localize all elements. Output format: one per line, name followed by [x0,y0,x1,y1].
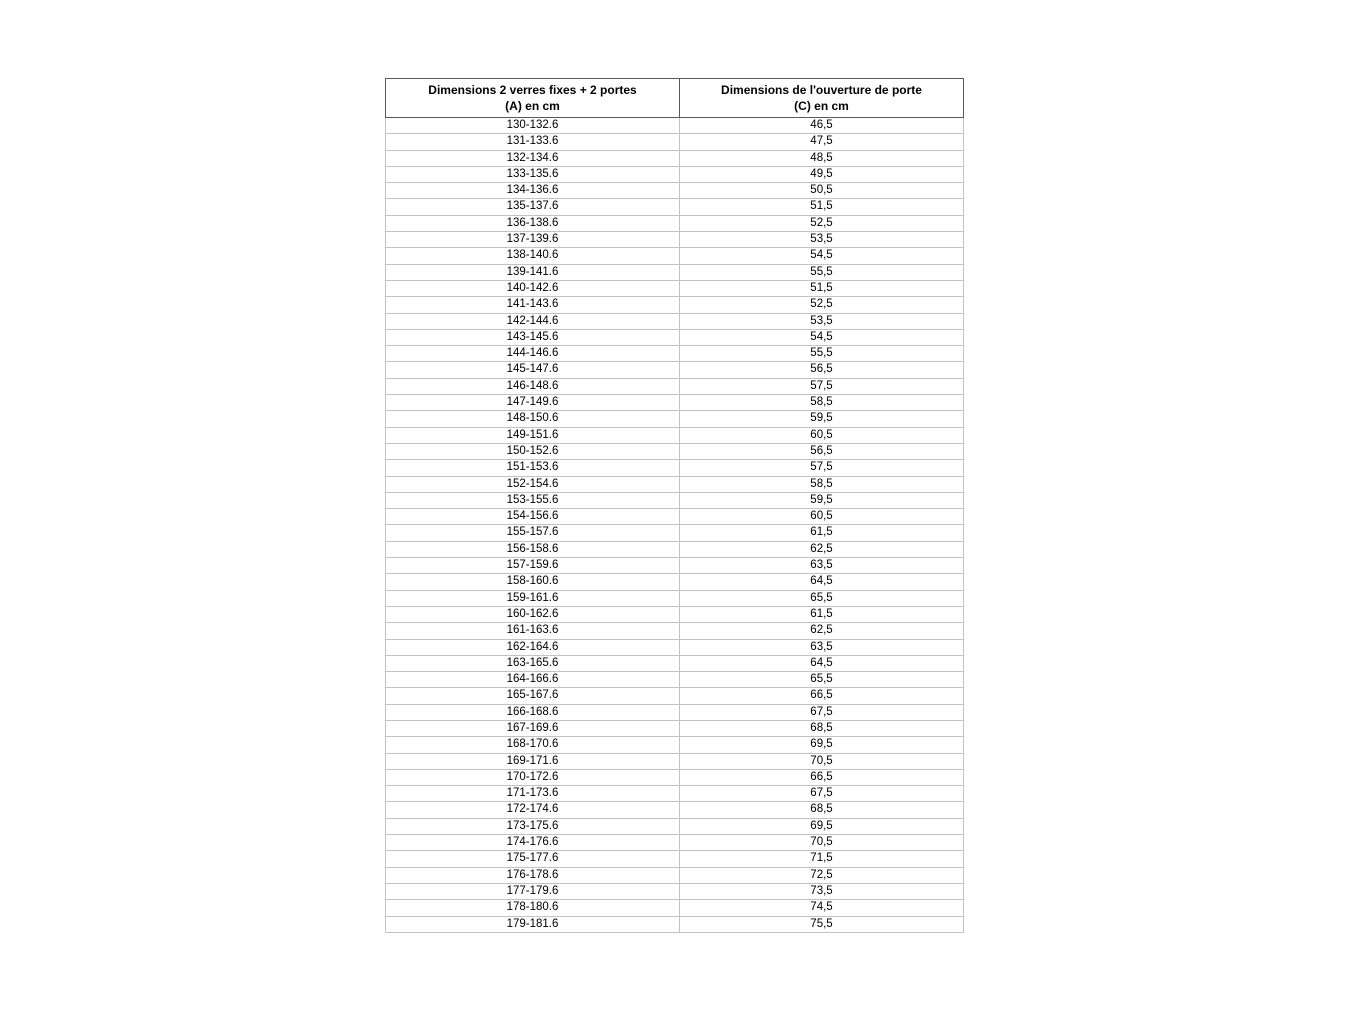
cell-dimension-c: 59,5 [680,492,964,508]
table-row [386,835,964,851]
dimensions-table [385,78,964,933]
cell-dimension-c: 56,5 [680,362,964,378]
table-row [386,590,964,606]
cell-dimension-c: 46,5 [680,118,964,134]
cell-dimension-c: 62,5 [680,541,964,557]
cell-dimension-a: 176-178.6 [386,867,680,883]
cell-dimension-a: 144-146.6 [386,346,680,362]
cell-dimension-a: 150-152.6 [386,443,680,459]
table-row [386,215,964,231]
cell-dimension-c: 61,5 [680,525,964,541]
table-row [386,248,964,264]
table-row [386,183,964,199]
table-row [386,623,964,639]
table-row [386,297,964,313]
table-row [386,900,964,916]
cell-dimension-a: 168-170.6 [386,737,680,753]
cell-dimension-a: 154-156.6 [386,509,680,525]
cell-dimension-a: 178-180.6 [386,900,680,916]
cell-dimension-a: 148-150.6 [386,411,680,427]
header-a-line2: (A) en cm [505,99,560,113]
cell-dimension-a: 146-148.6 [386,378,680,394]
cell-dimension-c: 52,5 [680,297,964,313]
cell-dimension-c: 51,5 [680,280,964,296]
table-row [386,916,964,932]
cell-dimension-a: 166-168.6 [386,704,680,720]
cell-dimension-a: 132-134.6 [386,150,680,166]
cell-dimension-a: 164-166.6 [386,672,680,688]
cell-dimension-c: 64,5 [680,655,964,671]
cell-dimension-c: 73,5 [680,883,964,899]
table-row [386,460,964,476]
cell-dimension-c: 63,5 [680,558,964,574]
cell-dimension-c: 58,5 [680,476,964,492]
table-body [386,118,964,933]
cell-dimension-a: 157-159.6 [386,558,680,574]
cell-dimension-a: 173-175.6 [386,818,680,834]
cell-dimension-a: 139-141.6 [386,264,680,280]
table-row [386,264,964,280]
cell-dimension-a: 133-135.6 [386,166,680,182]
table-row [386,346,964,362]
cell-dimension-c: 65,5 [680,590,964,606]
table-row [386,574,964,590]
table-row [386,883,964,899]
cell-dimension-c: 51,5 [680,199,964,215]
table-row [386,786,964,802]
cell-dimension-a: 156-158.6 [386,541,680,557]
header-c-line2: (C) en cm [794,99,849,113]
cell-dimension-c: 75,5 [680,916,964,932]
cell-dimension-c: 54,5 [680,248,964,264]
cell-dimension-c: 72,5 [680,867,964,883]
cell-dimension-a: 175-177.6 [386,851,680,867]
cell-dimension-c: 66,5 [680,688,964,704]
table-row [386,672,964,688]
cell-dimension-c: 59,5 [680,411,964,427]
cell-dimension-a: 160-162.6 [386,606,680,622]
cell-dimension-a: 145-147.6 [386,362,680,378]
table-row [386,737,964,753]
table-row [386,150,964,166]
table-row [386,395,964,411]
table-row [386,476,964,492]
cell-dimension-c: 64,5 [680,574,964,590]
table-row [386,818,964,834]
cell-dimension-c: 62,5 [680,623,964,639]
table-row [386,525,964,541]
table-row [386,427,964,443]
table-row [386,639,964,655]
cell-dimension-c: 66,5 [680,769,964,785]
cell-dimension-a: 155-157.6 [386,525,680,541]
header-cell-dimensions-c [680,79,964,118]
table-row [386,411,964,427]
cell-dimension-c: 60,5 [680,427,964,443]
cell-dimension-c: 47,5 [680,134,964,150]
cell-dimension-a: 162-164.6 [386,639,680,655]
cell-dimension-a: 174-176.6 [386,835,680,851]
cell-dimension-c: 60,5 [680,509,964,525]
cell-dimension-a: 151-153.6 [386,460,680,476]
cell-dimension-a: 159-161.6 [386,590,680,606]
cell-dimension-c: 58,5 [680,395,964,411]
table-row [386,753,964,769]
cell-dimension-a: 161-163.6 [386,623,680,639]
cell-dimension-a: 169-171.6 [386,753,680,769]
cell-dimension-a: 158-160.6 [386,574,680,590]
table-row [386,509,964,525]
table-row [386,362,964,378]
cell-dimension-c: 57,5 [680,378,964,394]
table-row [386,769,964,785]
table-row [386,802,964,818]
cell-dimension-c: 67,5 [680,786,964,802]
table-row [386,280,964,296]
cell-dimension-a: 153-155.6 [386,492,680,508]
table-row [386,134,964,150]
table-row [386,443,964,459]
header-a-line1: Dimensions 2 verres fixes + 2 portes [428,83,637,97]
cell-dimension-a: 170-172.6 [386,769,680,785]
table-row [386,851,964,867]
table-row [386,378,964,394]
cell-dimension-a: 172-174.6 [386,802,680,818]
cell-dimension-a: 165-167.6 [386,688,680,704]
cell-dimension-c: 61,5 [680,606,964,622]
table-row [386,199,964,215]
cell-dimension-a: 131-133.6 [386,134,680,150]
table-row [386,867,964,883]
table-row [386,232,964,248]
cell-dimension-c: 53,5 [680,232,964,248]
cell-dimension-c: 49,5 [680,166,964,182]
cell-dimension-c: 50,5 [680,183,964,199]
cell-dimension-a: 171-173.6 [386,786,680,802]
table-row [386,492,964,508]
table-row [386,655,964,671]
cell-dimension-a: 147-149.6 [386,395,680,411]
cell-dimension-c: 56,5 [680,443,964,459]
cell-dimension-c: 55,5 [680,346,964,362]
table-header [386,79,964,118]
cell-dimension-a: 149-151.6 [386,427,680,443]
cell-dimension-c: 67,5 [680,704,964,720]
cell-dimension-a: 140-142.6 [386,280,680,296]
cell-dimension-a: 179-181.6 [386,916,680,932]
cell-dimension-c: 71,5 [680,851,964,867]
cell-dimension-c: 68,5 [680,720,964,736]
cell-dimension-c: 55,5 [680,264,964,280]
cell-dimension-a: 135-137.6 [386,199,680,215]
table-row [386,313,964,329]
table-row [386,118,964,134]
cell-dimension-a: 143-145.6 [386,329,680,345]
table-row [386,558,964,574]
cell-dimension-a: 142-144.6 [386,313,680,329]
table-row [386,541,964,557]
cell-dimension-c: 53,5 [680,313,964,329]
cell-dimension-c: 70,5 [680,835,964,851]
cell-dimension-a: 163-165.6 [386,655,680,671]
cell-dimension-c: 54,5 [680,329,964,345]
cell-dimension-a: 141-143.6 [386,297,680,313]
cell-dimension-a: 136-138.6 [386,215,680,231]
cell-dimension-c: 68,5 [680,802,964,818]
cell-dimension-c: 69,5 [680,737,964,753]
cell-dimension-c: 69,5 [680,818,964,834]
cell-dimension-c: 74,5 [680,900,964,916]
table-row [386,329,964,345]
cell-dimension-a: 137-139.6 [386,232,680,248]
cell-dimension-c: 57,5 [680,460,964,476]
cell-dimension-a: 177-179.6 [386,883,680,899]
header-cell-dimensions-a [386,79,680,118]
cell-dimension-a: 134-136.6 [386,183,680,199]
table-header-row [386,79,964,118]
table-row [386,166,964,182]
cell-dimension-a: 167-169.6 [386,720,680,736]
cell-dimension-c: 70,5 [680,753,964,769]
cell-dimension-a: 152-154.6 [386,476,680,492]
cell-dimension-c: 65,5 [680,672,964,688]
table-row [386,720,964,736]
dimensions-table-container [385,78,963,933]
cell-dimension-a: 130-132.6 [386,118,680,134]
header-c-line1: Dimensions de l'ouverture de porte [721,83,922,97]
cell-dimension-c: 63,5 [680,639,964,655]
cell-dimension-c: 48,5 [680,150,964,166]
table-row [386,688,964,704]
cell-dimension-a: 138-140.6 [386,248,680,264]
table-row [386,606,964,622]
table-row [386,704,964,720]
cell-dimension-c: 52,5 [680,215,964,231]
